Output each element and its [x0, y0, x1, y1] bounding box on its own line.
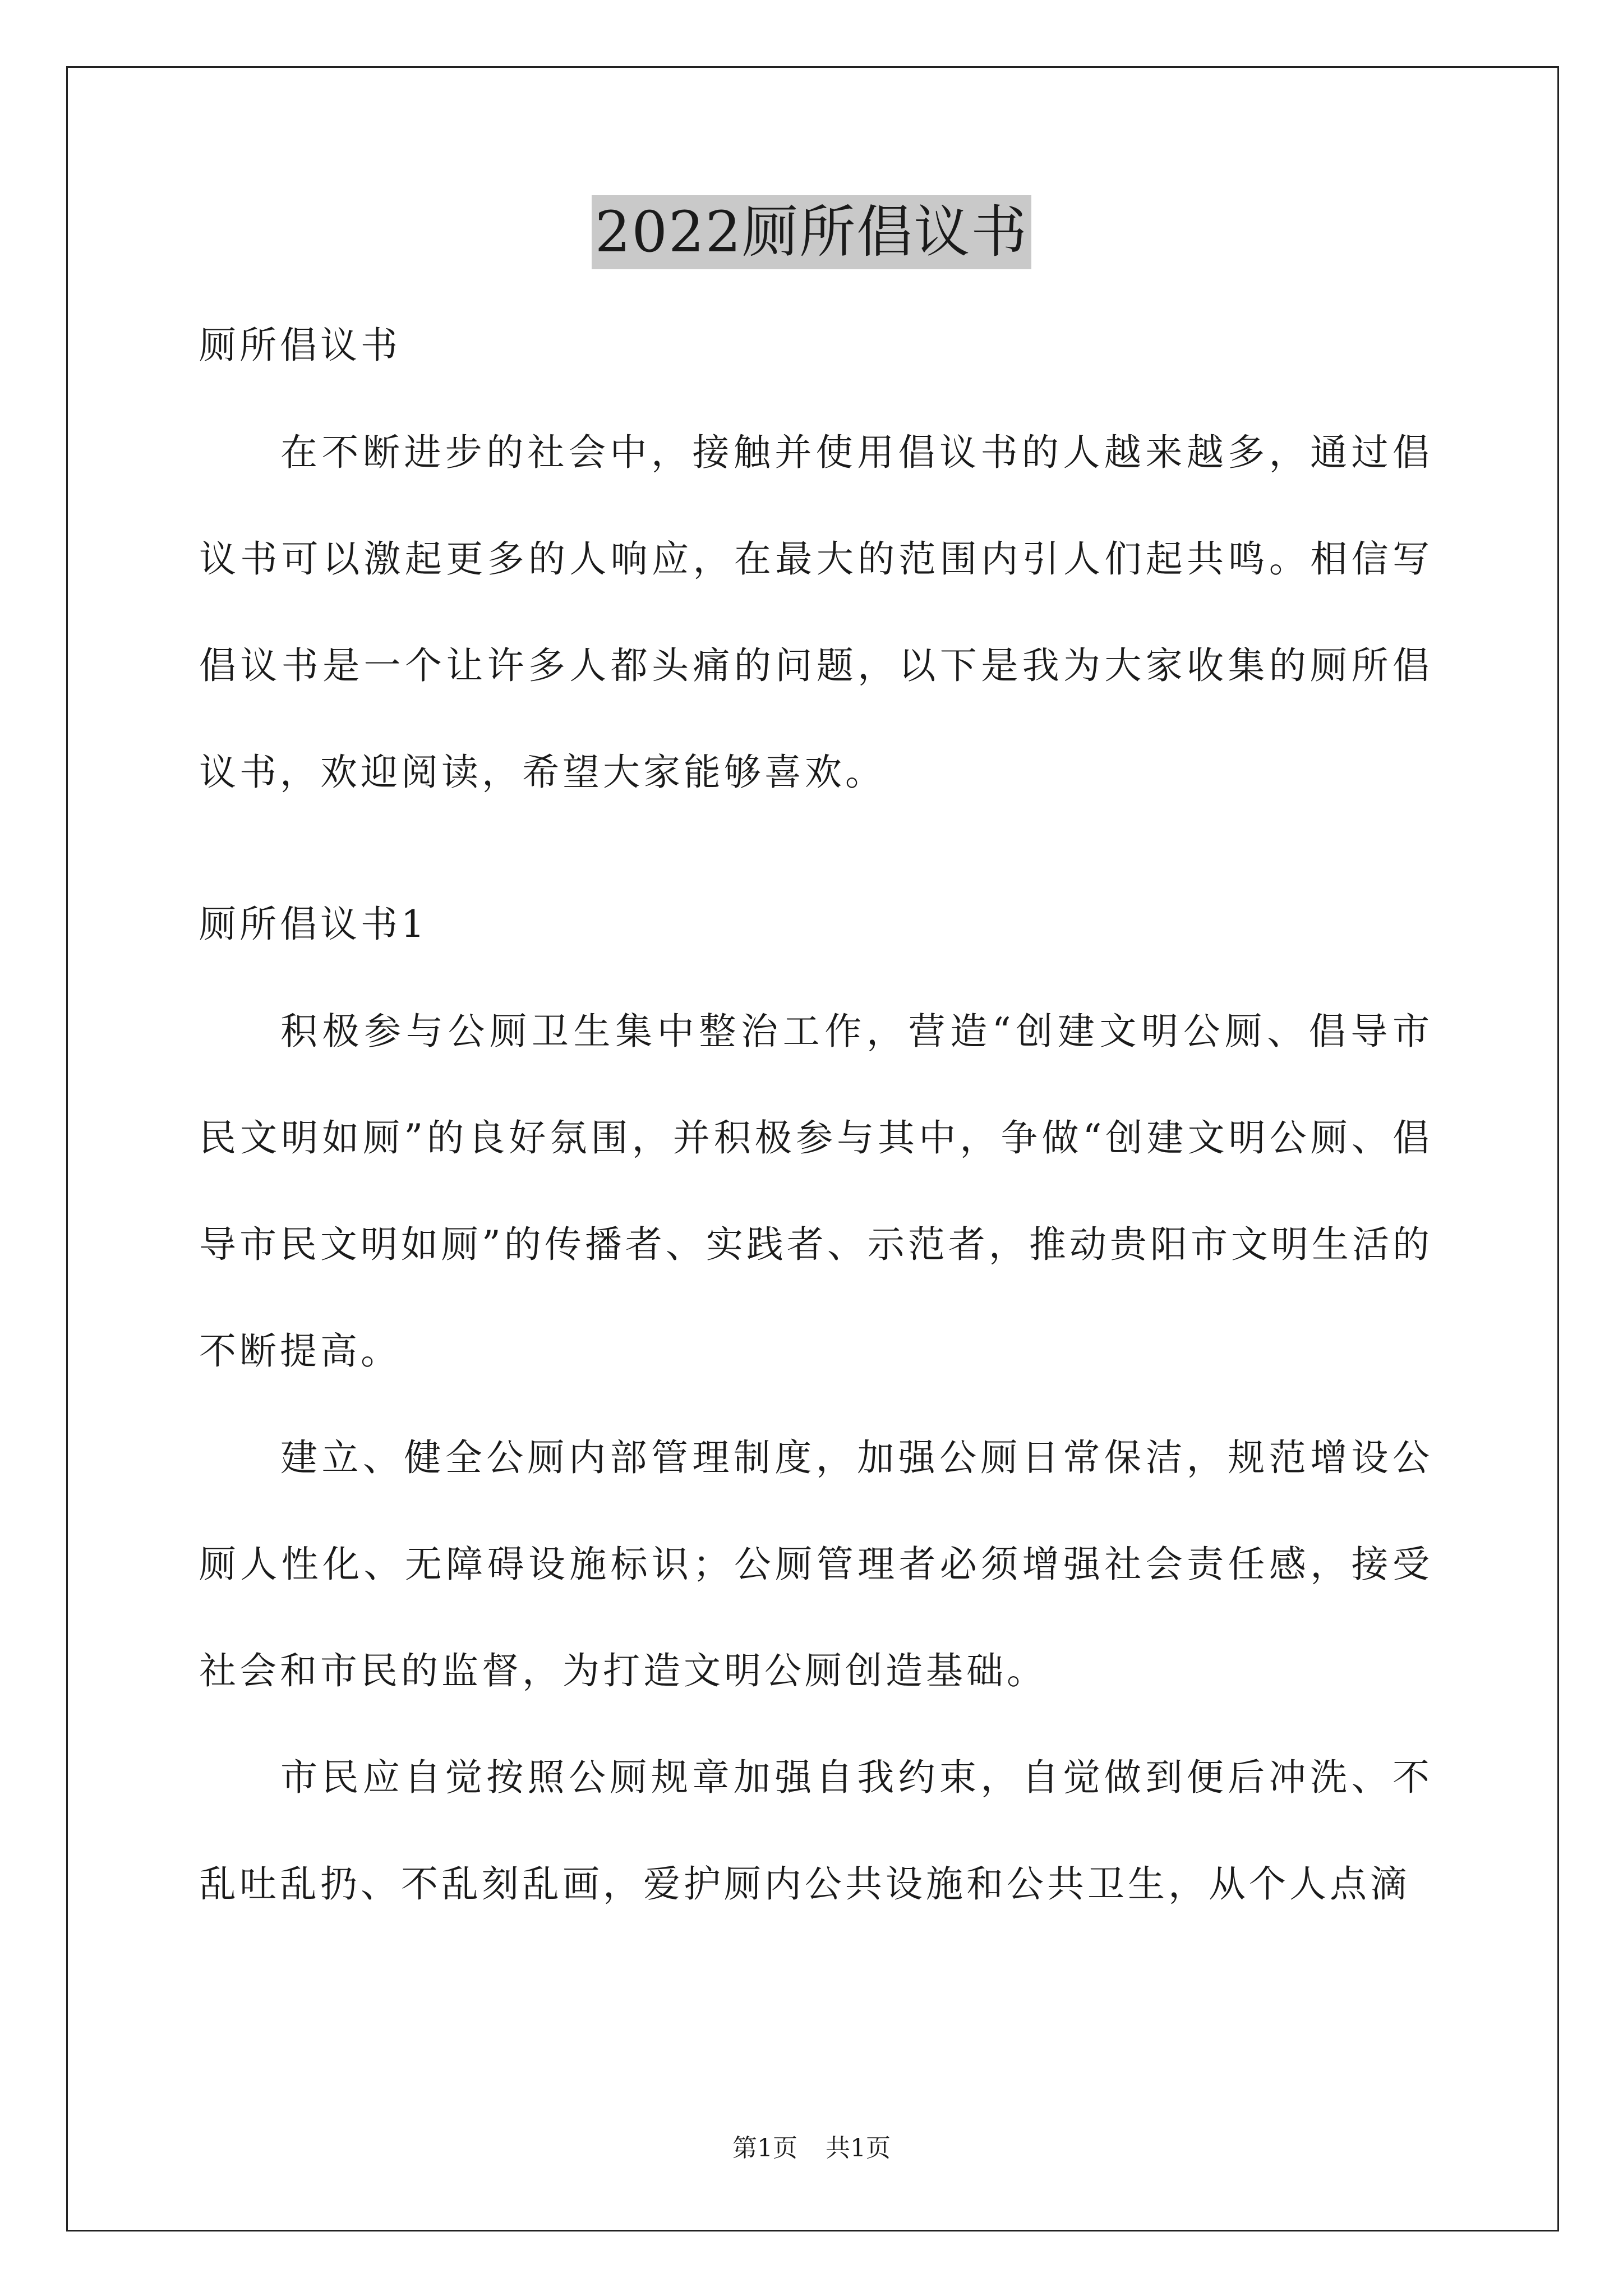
page-number-current: 第1页 [732, 2134, 797, 2162]
section-paragraph: 市民应自觉按照公厕规章加强自我约束，自觉做到便后冲洗、不乱吐乱扔、不乱刻乱画，爱护厕内公共设施和公共卫生，从个人点滴 [199, 1756, 1433, 1906]
page-number-total: 共1页 [826, 2134, 891, 2162]
document-title: 2022厕所倡议书 [592, 195, 1032, 269]
section-paragraph: 积极参与公厕卫生集中整治工作，营造“创建文明公厕、倡导市民文明如厕”的良好氛围，并积极参与其中，争做“创建文明公厕、倡导市民文明如厕”的传播者、实践者、示范者，推动贵阳市文明生活的不断提高。 [199, 1010, 1433, 1373]
document-body [199, 314, 1433, 1938]
page-footer [0, 2132, 1623, 2165]
section-heading: 厕所倡议书1 [199, 903, 428, 946]
section-paragraph: 建立、健全公厕内部管理制度，加强公厕日常保洁，规范增设公厕人性化、无障碍设施标识；公厕管理者必须增强社会责任感，接受社会和市民的监督，为打造文明公厕创造基础。 [199, 1436, 1433, 1692]
intro-paragraph: 在不断进步的社会中，接触并使用倡议书的人越来越多，通过倡议书可以激起更多的人响应，在最大的范围内引人们起共鸣。相信写倡议书是一个让许多人都头痛的问题，以下是我为大家收集的厕所倡议书，欢迎阅读，希望大家能够喜欢。 [199, 431, 1433, 794]
title-container [0, 195, 1623, 269]
intro-heading: 厕所倡议书 [199, 324, 401, 367]
